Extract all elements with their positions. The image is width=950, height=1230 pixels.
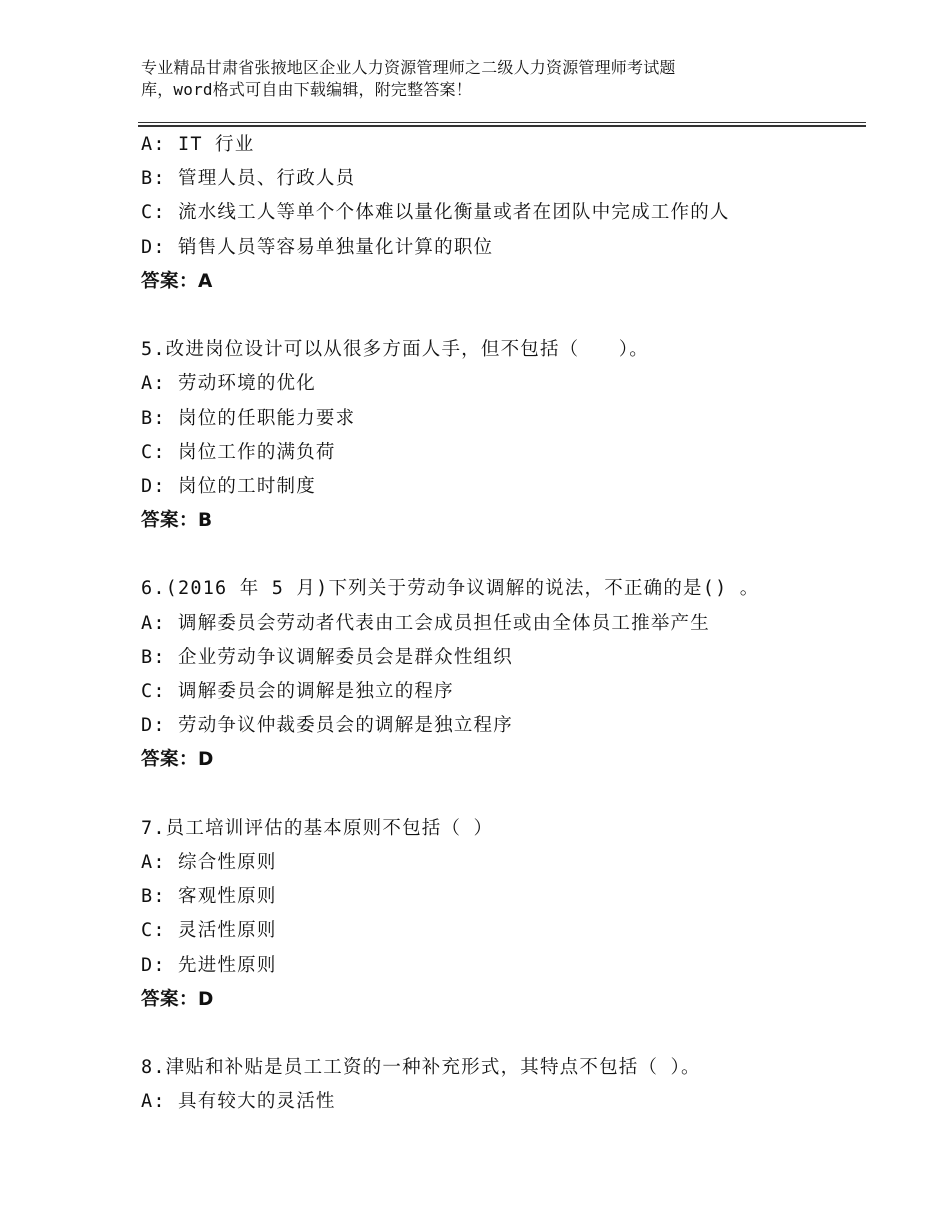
answer-label: 答案：D — [141, 988, 214, 1010]
spacer — [141, 1017, 881, 1051]
question-list — [141, 128, 881, 1119]
option-d: D: 岗位的工时制度 — [141, 475, 316, 497]
question-block-4 — [141, 128, 881, 299]
title-line-2: 库，word格式可自由下载编辑，附完整答案！ — [141, 80, 472, 99]
answer-label: 答案：A — [141, 270, 213, 292]
option-a: A: 调解委员会劳动者代表由工会成员担任或由全体员工推举产生 — [141, 612, 710, 634]
option-d: D: 销售人员等容易单独量化计算的职位 — [141, 236, 494, 258]
spacer — [141, 778, 881, 812]
answer-label: 答案：B — [141, 510, 213, 532]
option-c: C: 调解委员会的调解是独立的程序 — [141, 681, 454, 702]
option-c: C: 流水线工人等单个个体难以量化衡量或者在团队中完成工作的人 — [141, 202, 730, 224]
question-block-6 — [141, 572, 881, 777]
question-block-8 — [141, 1051, 881, 1119]
question-block-5 — [141, 333, 881, 538]
option-b: B: 管理人员、行政人员 — [141, 168, 356, 190]
spacer — [141, 299, 881, 333]
option-c: C: 岗位工作的满负荷 — [141, 441, 336, 463]
question-block-7 — [141, 812, 881, 1017]
option-b: B: 客观性原则 — [141, 886, 277, 908]
spacer — [141, 538, 881, 572]
option-a: A: 劳动环境的优化 — [141, 373, 316, 395]
title-line-1: 专业精品甘肃省张掖地区企业人力资源管理师之二级人力资源管理师考试题 — [141, 58, 676, 77]
question-stem: 7.员工培训评估的基本原则不包括（ ） — [141, 817, 494, 839]
option-a: A: 综合性原则 — [141, 851, 277, 873]
option-d: D: 先进性原则 — [141, 954, 277, 976]
question-stem: 6.(2016 年 5 月)下列关于劳动争议调解的说法，不正确的是() 。 — [141, 578, 760, 600]
option-b: B: 岗位的任职能力要求 — [141, 407, 356, 429]
header-divider-thick — [138, 125, 866, 127]
question-stem: 8.津贴和补贴是员工工资的一种补充形式，其特点不包括（ ）。 — [141, 1057, 701, 1079]
answer-label: 答案：D — [141, 749, 214, 771]
question-stem: 5.改进岗位设计可以从很多方面人手，但不包括（ ）。 — [141, 339, 649, 361]
header-divider-thin — [138, 122, 866, 123]
option-a: A: IT 行业 — [141, 134, 255, 155]
option-d: D: 劳动争议仲裁委员会的调解是独立程序 — [141, 715, 513, 737]
document-title — [141, 57, 841, 101]
option-b: B: 企业劳动争议调解委员会是群众性组织 — [141, 646, 513, 668]
option-a: A: 具有较大的灵活性 — [141, 1091, 336, 1113]
option-c: C: 灵活性原则 — [141, 920, 277, 942]
